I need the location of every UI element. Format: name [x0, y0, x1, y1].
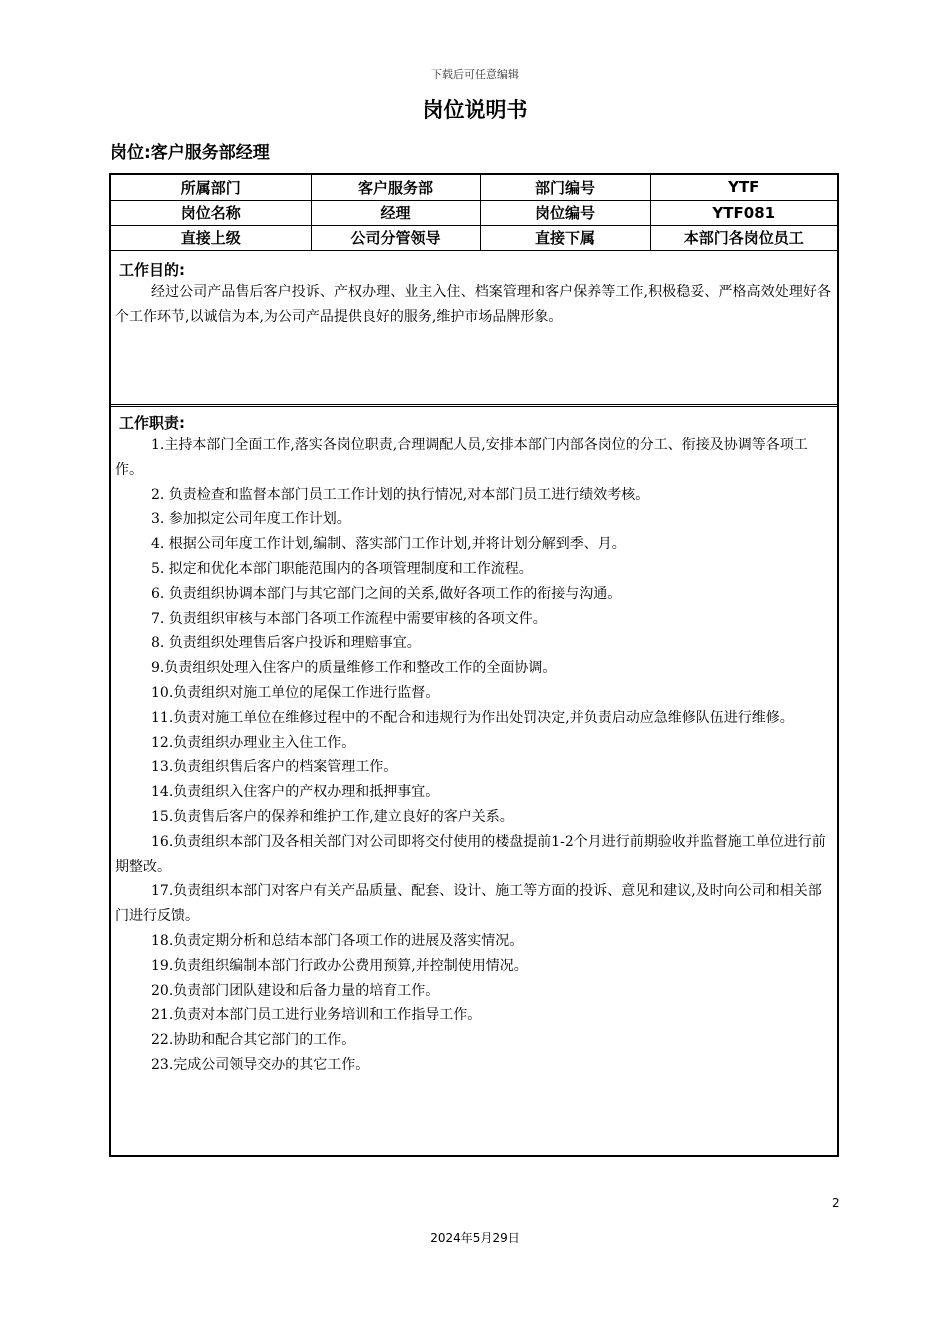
table-row	[111, 175, 837, 200]
table-cell: 岗位名称	[111, 200, 311, 225]
table-cell: 部门编号	[480, 175, 650, 200]
duty-item: 1.主持本部门全面工作,落实各岗位职责,合理调配人员,安排本部门内部各岗位的分工、衔接及协调等各项工作。	[115, 437, 808, 478]
duties-heading: 工作职责:	[119, 414, 185, 432]
table-cell: 岗位编号	[480, 200, 650, 225]
footer-date: 2024年5月29日	[430, 1231, 520, 1245]
duty-item: 21.负责对本部门员工进行业务培训和工作指导工作。	[151, 1007, 482, 1024]
table-cell: YTF081	[650, 200, 837, 225]
duty-item: 16.负责组织本部门及各相关部门对公司即将交付使用的楼盘提前1-2个月进行前期验收并监督施工单位进行前期整改。	[115, 833, 826, 875]
duty-item: 10.负责组织对施工单位的尾保工作进行监督。	[151, 684, 440, 701]
info-table	[111, 175, 837, 251]
duty-item: 18.负责定期分析和总结本部门各项工作的进展及落实情况。	[151, 932, 524, 949]
table-cell: 经理	[311, 200, 480, 225]
duty-item: 2. 负责检查和监督本部门员工工作计划的执行情况,对本部门员工进行绩效考核。	[151, 486, 650, 503]
purpose-text: 经过公司产品售后客户投诉、产权办理、业主入住、档案管理和客户保养等工作,积极稳妥、严格高效处理好各个工作环节,以诚信为本,为公司产品提供良好的服务,维护市场品牌形象。	[115, 284, 831, 325]
duty-item: 4. 根据公司年度工作计划,编制、落实部门工作计划,并将计划分解到季、月。	[151, 536, 626, 553]
purpose-section	[111, 257, 837, 407]
purpose-heading: 工作目的:	[119, 261, 185, 279]
table-cell: YTF	[650, 175, 837, 200]
table-cell: 所属部门	[111, 175, 311, 200]
page-number: 2	[832, 1196, 840, 1210]
duty-item: 15.负责售后客户的保养和维护工作,建立良好的客户关系。	[151, 808, 514, 825]
duty-item: 17.负责组织本部门对客户有关产品质量、配套、设计、施工等方面的投诉、意见和建议,及时向公司和相关部门进行反馈。	[115, 883, 822, 925]
table-cell: 本部门各岗位员工	[650, 225, 837, 250]
table-cell: 直接下属	[480, 225, 650, 250]
duty-item: 12.负责组织办理业主入住工作。	[151, 734, 356, 751]
duty-item: 23.完成公司领导交办的其它工作。	[151, 1056, 370, 1073]
table-cell: 直接上级	[111, 225, 311, 250]
duty-item: 3. 参加拟定公司年度工作计划。	[151, 511, 351, 528]
duty-item: 14.负责组织入住客户的产权办理和抵押事宜。	[151, 784, 440, 801]
duty-item: 6. 负责组织协调本部门与其它部门之间的关系,做好各项工作的衔接与沟通。	[151, 585, 622, 602]
job-description-frame	[109, 173, 839, 1157]
duty-item: 8. 负责组织处理售后客户投诉和理赔事宜。	[151, 635, 421, 652]
position-line: 岗位:客户服务部经理	[110, 143, 270, 163]
table-row	[111, 200, 837, 225]
duties-section	[111, 410, 837, 1078]
duty-item: 13.负责组织售后客户的档案管理工作。	[151, 759, 398, 776]
duty-item: 7. 负责组织审核与本部门各项工作流程中需要审核的各项文件。	[151, 610, 547, 627]
duty-item: 9.负责组织处理入住客户的质量维修工作和整改工作的全面协调。	[151, 660, 557, 677]
duty-item: 20.负责部门团队建设和后备力量的培育工作。	[151, 982, 440, 999]
table-cell: 客户服务部	[311, 175, 480, 200]
duty-item: 5. 拟定和优化本部门职能范围内的各项管理制度和工作流程。	[151, 560, 533, 577]
duty-item: 22.协助和配合其它部门的工作。	[151, 1032, 356, 1049]
header-note: 下载后可任意编辑	[431, 68, 519, 81]
duty-item: 11.负责对施工单位在维修过程中的不配合和违规行为作出处罚决定,并负责启动应急维修队伍进行维修。	[151, 709, 794, 726]
table-cell: 公司分管领导	[311, 225, 480, 250]
table-row	[111, 225, 837, 250]
document-title: 岗位说明书	[422, 98, 528, 122]
duty-item: 19.负责组织编制本部门行政办公费用预算,并控制使用情况。	[151, 957, 528, 974]
